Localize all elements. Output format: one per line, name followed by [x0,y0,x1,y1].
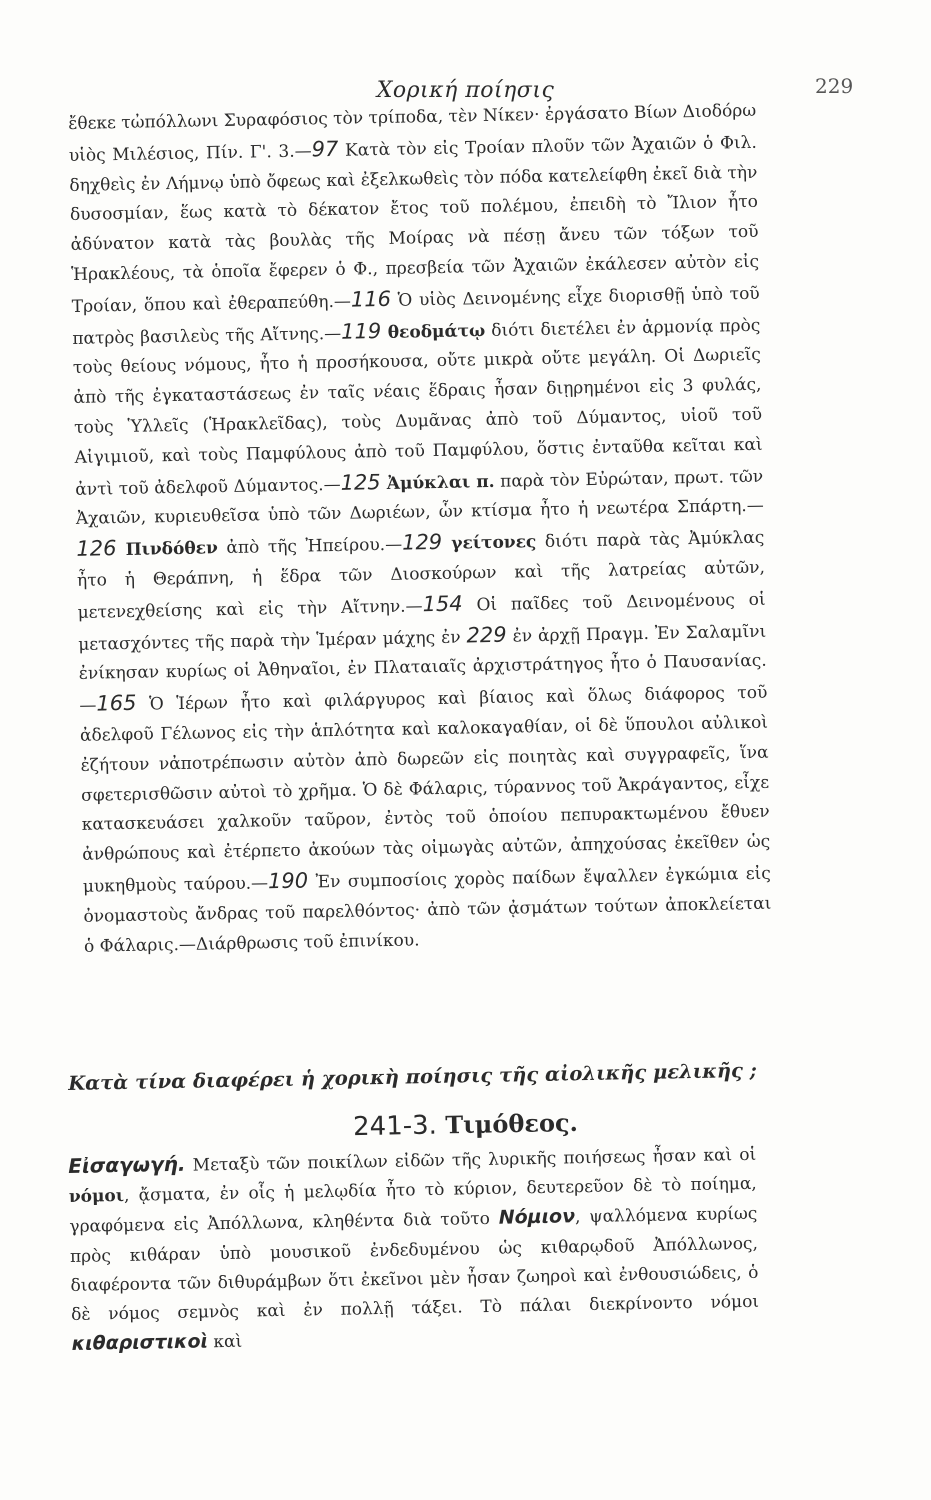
text-segment: ἔθεκε τὠπόλλωνι Συραφόσιος τὸν τρίποδα, τὲν Νίκεν· ἐργάσατο Βίων Διοδόρω υἱὸς Μιλέσιος, Πίν. Γ'. 3.— [68,100,757,166]
line-number: 129 [401,530,443,555]
line-number: 97 [311,136,339,162]
text-segment: Κατὰ τὸν εἰς Τροίαν πλοῦν τῶν Ἀχαιῶν ὁ Φιλ. δηχθεὶς ἐν Λήμνῳ ὑπὸ ὄφεως καὶ ἐξελκωθεὶς τὸν πόδα κατελείφθη ἐκεῖ διὰ τὴν δυσοσμίαν, ἕως κατὰ τὸ δέκατον ἔτος τοῦ πολέμου, ἐπειδὴ τὸ Ἴλιον ἦτο ἀδύνατον κατὰ τὰς βουλὰς τῆς Μοίρας νὰ πέσῃ ἄνευ τῶν τόξων τοῦ Ἡρακλέους, τὰ ὁποῖα ἔφερεν ὁ Φ., πρεσβεία τῶν Ἀχαιῶν ἐκάλεσεν αὐτὸν εἰς Τροίαν, ὅπου καὶ ἐθεραπεύθη.— [69,132,760,317]
running-title: Χορική ποίησις [376,78,555,103]
lemma: Ἀμύκλαι π. [380,471,495,494]
page-number: 229 [815,74,854,98]
text-segment: διότι παρὰ τὰς Ἀμύκλας ἦτο ἡ Θεράπνη, ἡ ἕδρα τῶν Διοσκούρων καὶ τῆς λατρείας αὐτῶν, μετενεχθείσης καὶ εἰς τὴν Αἴτνην.— [76,527,766,623]
keyword: κιθαριστικοὶ [71,1330,209,1356]
line-number: 190 [267,868,309,894]
study-question: Κατὰ τίνα διαφέρει ἡ χορικὴ ποίησις τῆς αἰολικῆς μελικῆς ; [68,1058,758,1095]
line-number: 119 [340,318,382,344]
lemma: γείτονες [442,532,537,555]
lemma: θεοδμάτῳ [381,320,486,343]
line-number: 116 [350,286,392,312]
introduction-block [68,1139,760,1361]
commentary-block [68,97,772,962]
text-segment: , ψαλλόμενα κυρίως πρὸς κιθάραν ὑπὸ μουσικοῦ ἐνδεδυμένου ὡς κιθαρῳδοῦ Ἀπόλλωνος, διαφέροντα τῶν διθυράμβων ὅτι ἐκεῖνοι μὲν ἦσαν ζωηροὶ καὶ ἐνθουσιώδεις, ὁ δὲ νόμος σεμνὸς καὶ ἐν πολλῇ τάξει. Τὸ πάλαι διεκρίνοντο νόμοι [69,1204,760,1325]
text-segment: Ὁ Ἱέρων ἦτο καὶ φιλάργυρος καὶ βίαιος καὶ ὅλως διάφορος τοῦ ἀδελφοῦ Γέλωνος εἰς τὴν ἁπλότητα καὶ καλοκαγαθίαν, οἱ δὲ ὕπουλοι αὐλικοὶ ἐζήτουν νἀποτρέπωσιν αὐτὸν ἀπὸ δωρεῶν εἰς ποιητὰς καὶ συγγραφεῖς, ἵνα σφετερισθῶσιν αὐτοὶ τὸ χρῆμα. Ὁ δὲ Φάλαρις, τύραννος τοῦ Ἀκράγαντος, εἶχε κατασκευάσει χαλκοῦν ταῦρον, ἐντὸς τοῦ ὁποίου πεπυρακτωμένου ἔθυεν ἀνθρώπους καὶ ἐτέρπετο ἀκούων τὰς οἰμωγὰς αὐτῶν, ἀπηχούσας ἐκεῖθεν ὡς μυκηθμοὺς ταύρου.— [79,682,771,897]
section-number: 241-3. [352,1110,438,1143]
text-segment: ἀπὸ τῆς Ἠπείρου.— [217,534,403,559]
introduction-paragraph [68,1139,760,1361]
line-number: 165 [96,690,137,716]
section-title: Τιμόθεος. [444,1107,579,1140]
text-segment: διότι διετέλει ἐν ἁρμονίᾳ πρὸς τοὺς θείους νόμους, ἦτο ἡ προσήκουσα, οὔτε μικρὰ οὔτε μεγάλη. Οἱ Δωριεῖς ἀπὸ τῆς ἐγκαταστάσεως ἐν ταῖς νέαις ἕδραις ἦσαν διῃρημένοι εἰς 3 φυλάς, τοὺς Ὑλλεῖς (Ἡρακλεῖδας), τοὺς Δυμᾶνας ἀπὸ τοῦ Δύμαντος, υἱοῦ τοῦ Αἰγιμιοῦ, καὶ τοὺς Παμφύλους ἀπὸ τοῦ Παμφύλου, ὅστις ἐνταῦθα κεῖται καὶ ἀντὶ τοῦ ἀδελφοῦ Δύμαντος.— [72,315,763,500]
keyword: Νόμιον [498,1205,576,1230]
text-segment: ἐν ἀρχῇ Πραγμ. Ἐν Σαλαμῖνι ἐνίκησαν κυρίως οἱ Ἀθηναῖοι, ἐν Πλαταιαῖς ἀρχιστράτηγος ἦτο ὁ Παυσανίας.— [78,621,767,717]
text-segment: παρὰ τὸν Εὐρώταν, πρωτ. τῶν Ἀχαιῶν, κυριευθεῖσα ὑπὸ τῶν Δωριέων, ὧν κτίσμα ἦτο ἡ νεωτέρα Σπάρτη.— [75,466,764,530]
text-segment: Ὁ υἱὸς Δεινομένης εἶχε διορισθῇ ὑπὸ τοῦ πατρὸς βασιλεὺς τῆς Αἴτνης.— [72,283,760,349]
line-number: 125 [340,469,381,495]
line-number: 154 [422,591,463,617]
introduction-lead: Εἰσαγωγή. [68,1151,186,1178]
line-number: 126 [76,536,117,562]
text-segment: , ᾄσματα, ἐν οἷς ἡ μελῳδία ἦτο τὸ κύριον, δευτερεῦον δὲ τὸ ποίημα, γραφόμενα εἰς Ἀπόλλωνα, κληθέντα διὰ τοῦτο [69,1173,757,1238]
commentary-paragraph [68,97,772,962]
keyword: νόμοι [68,1186,125,1208]
lemma: Πινδόθεν [116,538,219,561]
section-heading [0,1101,931,1149]
text-segment: καὶ [207,1331,243,1353]
text-segment: Ἐν συμποσίοις χορὸς παίδων ἔψαλλεν ἐγκώμια εἰς ὀνομαστοὺς ἄνδρας τοῦ παρελθόντος· ἀπὸ τῶν ᾀσμάτων τούτων ἀποκλείεται ὁ Φάλαρις.—Διάρθρωσις τοῦ ἐπινίκου. [83,863,772,957]
text-segment: Οἱ παῖδες τοῦ Δεινομένους οἱ μετασχόντες τῆς παρὰ τὴν Ἱμέραν μάχης ἐν [78,589,766,655]
text-segment: Μεταξὺ τῶν ποικίλων εἰδῶν τῆς λυρικῆς ποιήσεως ἦσαν καὶ οἱ [185,1144,757,1176]
line-number: 229 [466,622,507,647]
